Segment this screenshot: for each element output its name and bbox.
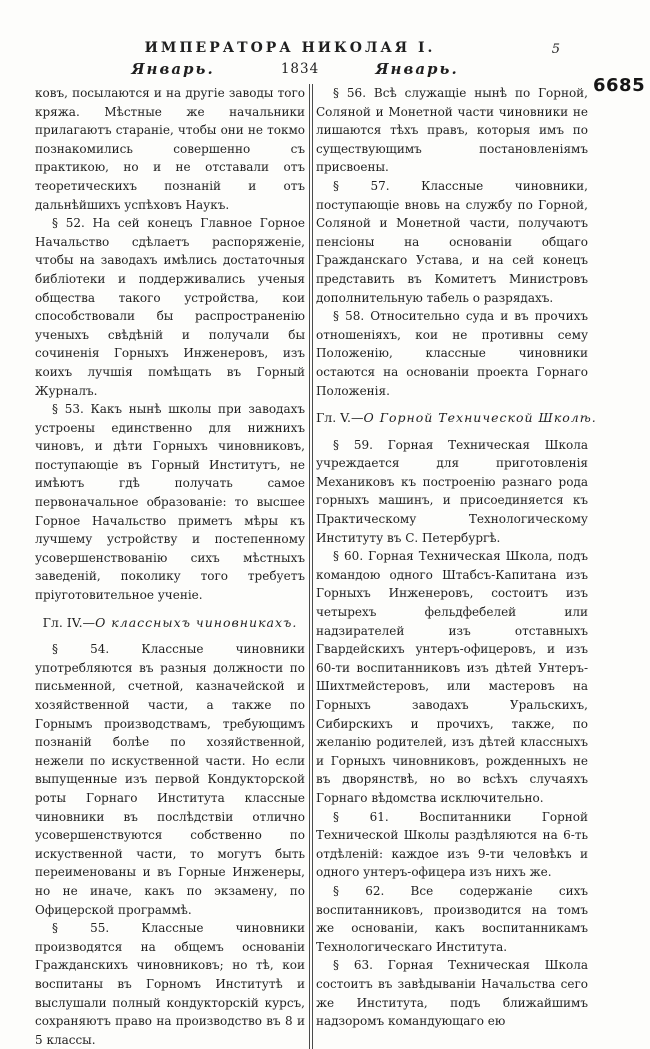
chapter-prefix: Гл. V.— [316, 410, 364, 426]
chapter-heading [35, 614, 305, 633]
chapter-title: О Горной Технической Школѣ. [363, 410, 597, 426]
paragraph: § 52. На сей конецъ Главное Горное Начальство сдѣлаетъ распоряженіе, чтобы на заводахъ имѣлись достаточныя библіотеки и поддерживались ученыя общества такого устройства, кои способствовали бы распространенію ученыхъ свѣдѣній и получали бы сочиненія Горныхъ Инженеровъ, изъ коихъ лучшія помѣщать въ Горный Журналъ. [35, 216, 305, 398]
paragraph: § 53. Какъ нынѣ школы при заводахъ устроены единственно для нижнихъ чиновъ, и дѣти Горныхъ чиновниковъ, поступающіе въ Горный Институтъ, не имѣютъ гдѣ получать самое первоначальное образованіе: то высшее Горное Начальство приметъ мѣры къ лучшему устройству и постепенному усовершенствованію сихъ мѣстныхъ заведеній, поколику того требуетъ пріуготовительное ученіе. [35, 402, 305, 603]
page-title: ИМПЕРАТОРА НИКОЛАЯ I. [144, 40, 436, 56]
paragraph: ковъ, посылаются и на другіе заводы того кряжа. Мѣстные же начальники прилагаютъ стараніе, чтобы они не токмо познакомились совершенно съ практикою, но и не отставали отъ теоретическихъ познаній и отъ дальнѣйшихъ успѣховъ Наукъ. [35, 86, 305, 212]
paragraph: § 59. Горная Техническая Школа учреждается для приготовленія Механиковъ къ построенію разнаго рода горныхъ машинъ, и присоединяется къ Практическому Технологическому Институту въ С. Петербургѣ. [316, 437, 588, 545]
paragraph: § 54. Классные чиновники употребляются въ разныя должности по письменной, счетной, казначейской и хозяйственной части, а также по Горнымъ производствамъ, требующимъ познаній болѣе по хозяйственной, нежели по искуственной части. Но если выпущенные изъ первой Кондукторской роты Горнаго Института классные чиновники въ послѣдствіи отлично усовершенствуются собственно по искуственной части, то могутъ быть переименованы и въ Горные Инженеры, но не иначе, какъ по экзамену, по Офицерской программѣ. [35, 642, 305, 917]
text-columns [35, 84, 597, 1049]
paragraph: § 56. Всѣ служащіе нынѣ по Горной, Соляной и Монетной части чиновники не лишаются тѣхъ правъ, которыя имъ по существующимъ постановленіямъ присвоены. [316, 86, 588, 175]
paragraph: § 60. Горная Техническая Школа, подъ командою одного Штабсъ-Капитана изъ Горныхъ Инженеровъ, состоитъ изъ четырехъ фельдфебелей или надзирателей изъ отставныхъ Гвардейскихъ унтеръ-офицеровъ, и изъ 60-ти воспитанниковъ изъ дѣтей Унтеръ-Шихтмейстеровъ, или мастеровъ на Горныхъ заводахъ Уральскихъ, Сибирскихъ и прочихъ, также, по желанію родителей, изъ дѣтей классныхъ и Горныхъ чиновниковъ, рожденныхъ не въ дворянствѣ, но во всѣхъ случаяхъ Горнаго вѣдомства исключительно. [316, 549, 588, 805]
page-number: 5 [551, 42, 560, 57]
margin-figure: 6685 [593, 75, 646, 96]
year-label: 1834 [280, 61, 320, 77]
left-column [35, 84, 305, 1049]
chapter-prefix: Гл. IV.— [42, 614, 96, 630]
column-divider [309, 84, 313, 1049]
chapter-heading [316, 409, 597, 428]
chapter-title: О классныхъ чиновникахъ. [95, 614, 298, 630]
paragraph: § 62. Все содержаніе сихъ воспитанниковъ, производится на томъ же основаніи, какъ воспитанникамъ Технологическаго Института. [316, 883, 588, 954]
paragraph: § 63. Горная Техническая Школа состоитъ въ завѣдываніи Начальства сего же Института, подъ ближайшимъ надзоромъ командующаго ею [316, 958, 588, 1029]
paragraph: § 57. Классные чиновники, поступающіе вновь на службу по Горной, Соляной и Монетной части, получаютъ пенсіоны на основаніи общаго Гражданскаго Устава, и на сей конецъ представить въ Комитетъ Министровъ дополнительную табель о разрядахъ. [316, 178, 588, 305]
running-head-left: Январь. [131, 60, 215, 78]
running-head-right: Январь. [375, 60, 459, 78]
paragraph: § 58. Относительно суда и въ прочихъ отношеніяхъ, кои не противны сему Положенію, классные чиновники остаются на основаніи проекта Горнаго Положенія. [316, 309, 588, 398]
paragraph: § 55. Классные чиновники производятся на общемъ основаніи Гражданскихъ чиновниковъ; но тѣ, кои воспитаны въ Горномъ Институтѣ и выслушали полный кондукторскій курсъ, сохраняютъ право на производство въ 8 и 5 классы. [35, 921, 305, 1047]
paragraph: § 61. Воспитанники Горной Технической Школы раздѣляются на 6-ть отдѣленій: каждое изъ 9-ти человѣкъ и одного унтеръ-офицера изъ нихъ же. [316, 809, 588, 880]
right-column [316, 84, 597, 1049]
